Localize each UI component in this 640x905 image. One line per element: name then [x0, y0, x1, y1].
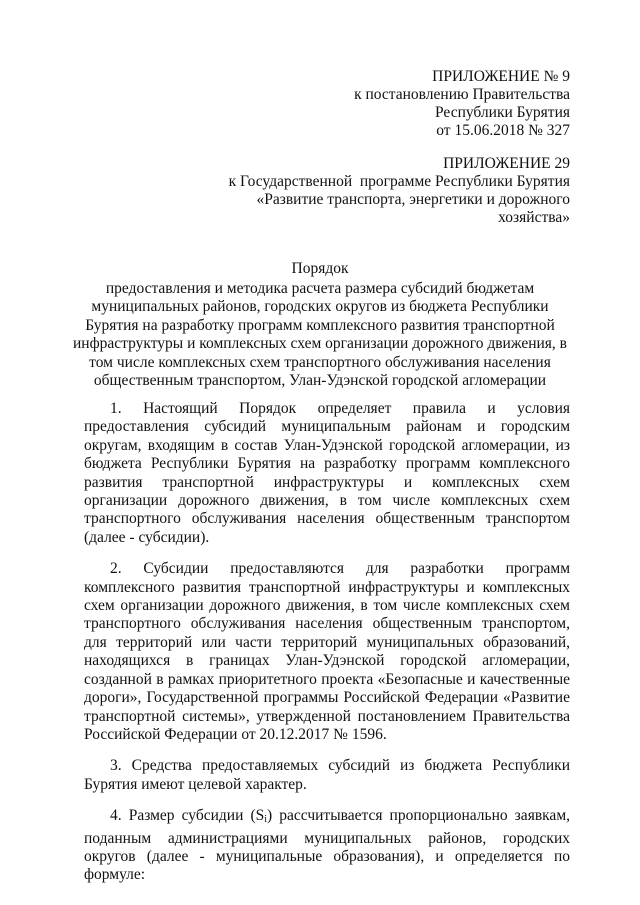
appendix-29-line3: хозяйства» — [498, 209, 570, 226]
title-heading: Порядок — [291, 260, 349, 277]
title-line: Бурятия на разработку программ комплексного развития транспортной — [85, 316, 555, 334]
paragraph-1: 1. Настоящий Порядок определяет правила и условия предоставления субсидий муниципальным районам и городским округам, входящим в состав Улан-Удэнской городской агломерации, из бюджета Республики Бурятия на разработку программ комплексного развития транспортной инфраструктуры и комплексных схем организации дорожного движения, в том числе комплексных схем транспортного обслуживания населения общественным транспортом (далее - субсидии). — [84, 400, 570, 546]
appendix-29-title: ПРИЛОЖЕНИЕ 29 — [443, 155, 570, 172]
document-body — [84, 400, 570, 898]
paragraph-4-start: 4. Размер субсидии (S — [110, 807, 265, 825]
appendix-29-line1: к Государственной программе Республики Бурятия — [228, 173, 570, 190]
appendix-29-header — [229, 155, 570, 227]
appendix-29-line2: «Развитие транспорта, энергетики и дорожного — [256, 191, 570, 208]
appendix-9-title: ПРИЛОЖЕНИЕ № 9 — [432, 68, 570, 85]
appendix-9-line2: Республики Бурятия — [435, 104, 570, 121]
paragraph-2: 2. Субсидии предоставляются для разработки программ комплексного развития транспортной инфраструктуры и комплексных схем организации дорожного движения, в том числе комплексных схем транспортного обслуживания населения общественным транспортом, для территорий или части территорий муниципальных образований, находящихся в границах Улан-Удэнской городской агломерации, созданной в рамках приоритетного проекта «Безопасные и качественные дороги», Государственной программы Российской Федерации «Развитие транспортной системы», утвержденной постановлением Правительства Российской Федерации от 20.12.2017 № 1596. — [84, 560, 570, 743]
paragraph-4-rest: ) рассчитывается пропорционально заявкам, поданным администрациями муниципальных районов, городских округов (далее - муниципальные образования), и определяется по формуле: — [84, 807, 570, 884]
paragraph-4 — [84, 807, 570, 885]
appendix-9-line3: от 15.06.2018 № 327 — [436, 122, 570, 139]
title-line: общественным транспортом, Улан-Удэнской городской агломерации — [93, 372, 547, 389]
title-line: муниципальных районов, городских округов из бюджета Республики — [91, 298, 549, 315]
appendix-9-header — [354, 68, 570, 140]
appendix-9-line1: к постановлению Правительства — [354, 86, 570, 103]
subscript-i: i — [264, 814, 268, 826]
document-title — [70, 260, 570, 391]
paragraph-3: 3. Средства предоставляемых субсидий из бюджета Республики Бурятия имеют целевой характер. — [84, 757, 570, 793]
title-line: инфраструктуры и комплексных схем организации дорожного движения, в — [73, 335, 567, 352]
title-line: предоставления и методика расчета размера субсидий бюджетам — [105, 279, 535, 297]
title-line: том числе комплексных схем транспортного обслуживания населения — [89, 353, 551, 371]
